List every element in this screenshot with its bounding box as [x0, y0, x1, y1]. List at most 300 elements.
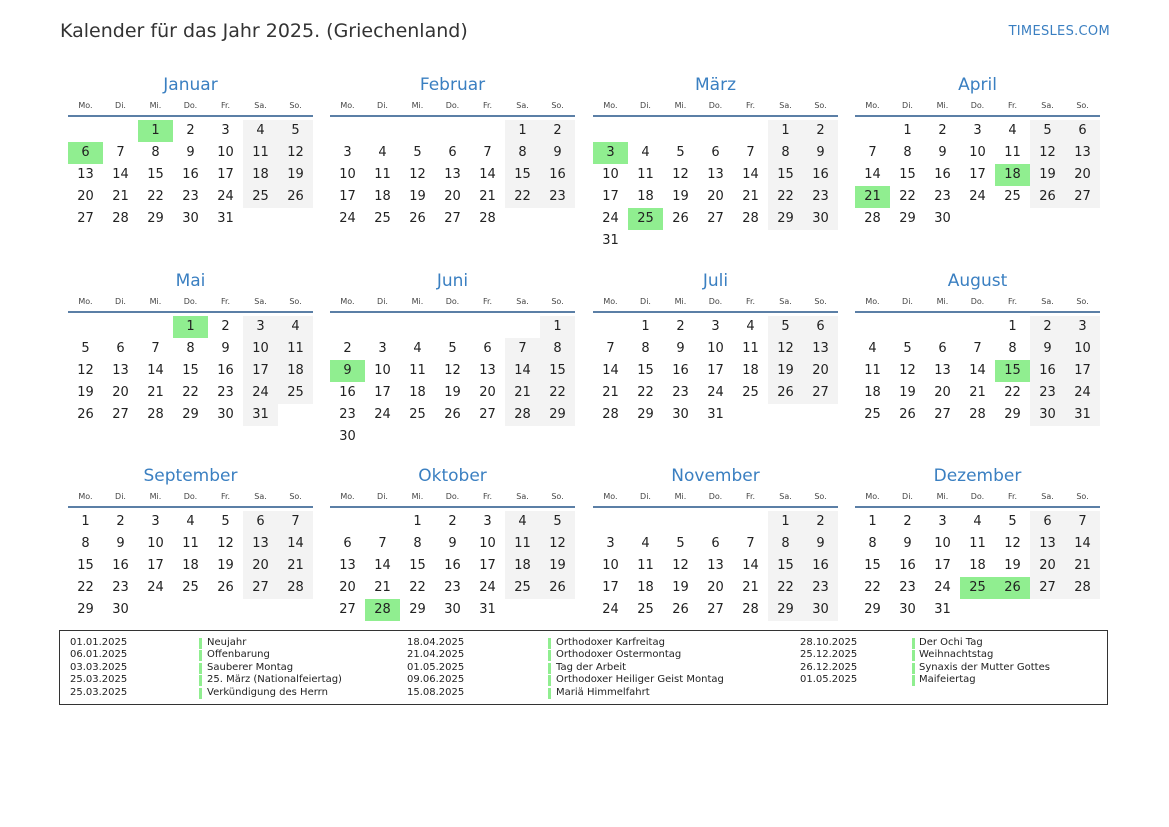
- day-cell: 27: [1065, 186, 1100, 208]
- weekday-label: Do.: [970, 492, 985, 501]
- day-cell: 26: [672, 602, 689, 617]
- site-link[interactable]: TIMESLES.COM: [1008, 24, 1110, 39]
- day-cell: 3: [483, 514, 492, 529]
- month-9: [68, 391, 313, 643]
- weekday-label: Mo.: [78, 297, 93, 306]
- month-name: April: [958, 75, 997, 95]
- month-12: [855, 391, 1100, 643]
- day-cell: 22: [540, 382, 575, 404]
- day-cell: 1: [413, 514, 422, 529]
- weekday-label: Mi.: [936, 101, 949, 110]
- day-cell: 7: [505, 338, 540, 360]
- day-cell: 16: [217, 363, 234, 378]
- day-cell: 10: [479, 536, 496, 551]
- day-cell: 11: [969, 536, 986, 551]
- day-cell: 5: [903, 341, 912, 356]
- day-cell: 25: [505, 577, 540, 599]
- day-cell: 26: [540, 577, 575, 599]
- day-cell: 21: [742, 580, 759, 595]
- day-cell: 3: [343, 145, 352, 160]
- day-cell: 24: [1065, 382, 1100, 404]
- day-cell: 4: [243, 120, 278, 142]
- day-cell: 17: [602, 580, 619, 595]
- day-cell: 7: [378, 536, 387, 551]
- weekday-label: So.: [551, 492, 564, 501]
- legend-marker: [912, 663, 915, 674]
- day-cell: 26: [768, 382, 803, 404]
- day-cell: 8: [868, 536, 877, 551]
- day-cell: 11: [864, 363, 881, 378]
- weekday-label: Sa.: [254, 101, 267, 110]
- day-cell: 16: [540, 164, 575, 186]
- day-cell: 29: [182, 407, 199, 422]
- day-cell: 19: [409, 189, 426, 204]
- day-cell: 5: [676, 145, 685, 160]
- day-cell: 20: [1065, 164, 1100, 186]
- day-cell: 11: [742, 341, 759, 356]
- day-cell: 10: [374, 363, 391, 378]
- day-cell: 23: [540, 186, 575, 208]
- day-cell: 5: [1030, 120, 1065, 142]
- day-cell: 18: [278, 360, 313, 382]
- legend-date: 25.03.2025: [70, 674, 128, 686]
- legend-date: 01.05.2025: [800, 674, 858, 686]
- legend-date: 25.12.2025: [800, 649, 858, 661]
- month-name: Mai: [175, 271, 206, 291]
- day-cell: 5: [448, 341, 457, 356]
- day-cell: 19: [77, 385, 94, 400]
- day-cell: 3: [378, 341, 387, 356]
- day-cell: 27: [479, 407, 496, 422]
- weekday-header: [68, 489, 313, 505]
- day-cell: 17: [969, 167, 986, 182]
- day-cell: 7: [746, 145, 755, 160]
- day-cell: 5: [81, 341, 90, 356]
- day-cell: 31: [1065, 404, 1100, 426]
- day-cell: 16: [1030, 360, 1065, 382]
- weekday-label: Di.: [902, 297, 913, 306]
- day-cell: 15: [147, 167, 164, 182]
- weekday-label: Fr.: [220, 492, 231, 501]
- legend-name: Mariä Himmelfahrt: [556, 686, 650, 698]
- day-cell: 20: [707, 580, 724, 595]
- holiday-day-cell: 3: [593, 142, 628, 164]
- day-cell: 11: [1004, 145, 1021, 160]
- day-cell: 19: [672, 189, 689, 204]
- day-cell: 29: [768, 599, 803, 621]
- day-cell: 12: [1004, 536, 1021, 551]
- day-cell: 7: [973, 341, 982, 356]
- day-cell: 2: [803, 511, 838, 533]
- day-cell: 18: [182, 558, 199, 573]
- legend-marker: [912, 650, 915, 661]
- day-cell: 12: [278, 142, 313, 164]
- weekday-label: So.: [1076, 101, 1089, 110]
- day-cell: 6: [938, 341, 947, 356]
- day-cell: 10: [707, 341, 724, 356]
- month-name: Juni: [436, 271, 469, 291]
- day-cell: 30: [899, 602, 916, 617]
- day-cell: 10: [1065, 338, 1100, 360]
- month-divider: [68, 311, 313, 313]
- weekday-label: Fr.: [1007, 101, 1018, 110]
- day-cell: 9: [186, 145, 195, 160]
- day-cell: 16: [899, 558, 916, 573]
- day-cell: 28: [742, 602, 759, 617]
- weekday-label: Di.: [902, 492, 913, 501]
- weekday-label: Mo.: [603, 101, 618, 110]
- weekday-header: [855, 294, 1100, 310]
- month-divider: [330, 115, 575, 117]
- weekday-header: [68, 294, 313, 310]
- weekday-label: Mo.: [78, 101, 93, 110]
- day-cell: 16: [934, 167, 951, 182]
- day-grid: [330, 511, 575, 643]
- day-cell: 15: [77, 558, 94, 573]
- month-divider: [330, 506, 575, 508]
- weekday-label: Mi.: [149, 101, 162, 110]
- weekday-label: Sa.: [516, 297, 529, 306]
- month-10: [330, 391, 575, 643]
- day-cell: 19: [899, 385, 916, 400]
- day-cell: 28: [278, 577, 313, 599]
- day-cell: 6: [711, 536, 720, 551]
- day-cell: 9: [803, 533, 838, 555]
- day-cell: 26: [1030, 186, 1065, 208]
- day-cell: 11: [505, 533, 540, 555]
- day-cell: 2: [448, 514, 457, 529]
- weekday-label: Mo.: [78, 492, 93, 501]
- weekday-header: [593, 294, 838, 310]
- day-cell: 8: [505, 142, 540, 164]
- day-cell: 23: [217, 385, 234, 400]
- day-cell: 1: [641, 319, 650, 334]
- legend-date: 01.05.2025: [407, 661, 465, 673]
- day-cell: 30: [934, 211, 951, 226]
- day-cell: 6: [116, 341, 125, 356]
- day-cell: 25: [278, 382, 313, 404]
- day-cell: 10: [243, 338, 278, 360]
- day-cell: 26: [77, 407, 94, 422]
- day-cell: 9: [540, 142, 575, 164]
- month-divider: [330, 311, 575, 313]
- month-name: Januar: [163, 75, 218, 95]
- weekday-header: [593, 98, 838, 114]
- day-grid: [593, 511, 838, 643]
- day-cell: 14: [1065, 533, 1100, 555]
- legend-item: [60, 674, 1100, 686]
- weekday-label: So.: [551, 297, 564, 306]
- legend-name: Maifeiertag: [919, 674, 976, 686]
- day-cell: 22: [182, 385, 199, 400]
- day-cell: 13: [707, 558, 724, 573]
- day-cell: 31: [602, 233, 619, 248]
- day-cell: 28: [505, 404, 540, 426]
- legend-date: 15.08.2025: [407, 686, 465, 698]
- weekday-label: Mo.: [603, 297, 618, 306]
- day-cell: 1: [768, 120, 803, 142]
- legend-name: Tag der Arbeit: [556, 661, 627, 673]
- holiday-day-cell: 18: [995, 164, 1030, 186]
- day-cell: 21: [147, 385, 164, 400]
- weekday-label: Mo.: [340, 101, 355, 110]
- month-divider: [593, 311, 838, 313]
- legend-date: 03.03.2025: [70, 661, 128, 673]
- day-cell: 13: [77, 167, 94, 182]
- weekday-label: Do.: [708, 492, 723, 501]
- holiday-day-cell: 1: [173, 316, 208, 338]
- day-cell: 19: [768, 360, 803, 382]
- month-name: Dezember: [933, 466, 1022, 486]
- weekday-label: Sa.: [779, 492, 792, 501]
- day-cell: 10: [217, 145, 234, 160]
- day-cell: 25: [374, 211, 391, 226]
- day-cell: 18: [637, 189, 654, 204]
- day-cell: 6: [343, 536, 352, 551]
- weekday-label: Di.: [640, 101, 651, 110]
- day-cell: 15: [768, 164, 803, 186]
- weekday-label: Fr.: [1007, 492, 1018, 501]
- day-cell: 19: [444, 385, 461, 400]
- day-cell: 9: [803, 142, 838, 164]
- day-cell: 1: [868, 514, 877, 529]
- day-cell: 23: [112, 580, 129, 595]
- page-title: Kalender für das Jahr 2025. (Griechenland): [60, 20, 468, 42]
- day-cell: 29: [540, 404, 575, 426]
- day-cell: 12: [444, 363, 461, 378]
- day-grid: [855, 511, 1100, 643]
- day-cell: 20: [1030, 555, 1065, 577]
- legend-name: Verkündigung des Herrn: [207, 686, 328, 698]
- day-cell: 21: [969, 385, 986, 400]
- day-cell: 7: [1065, 511, 1100, 533]
- day-cell: 23: [1030, 382, 1065, 404]
- legend-item: [60, 637, 1100, 649]
- day-cell: 1: [505, 120, 540, 142]
- day-cell: 10: [602, 167, 619, 182]
- day-cell: 10: [969, 145, 986, 160]
- day-cell: 4: [278, 316, 313, 338]
- day-cell: 29: [77, 602, 94, 617]
- weekday-label: Di.: [640, 492, 651, 501]
- day-cell: 27: [243, 577, 278, 599]
- day-cell: 17: [339, 189, 356, 204]
- day-cell: 26: [672, 211, 689, 226]
- day-cell: 9: [116, 536, 125, 551]
- legend-name: Neujahr: [207, 637, 247, 648]
- day-cell: 2: [676, 319, 685, 334]
- day-cell: 26: [899, 407, 916, 422]
- weekday-label: Mi.: [674, 101, 687, 110]
- day-cell: 9: [676, 341, 685, 356]
- day-cell: 3: [221, 123, 230, 138]
- day-cell: 17: [934, 558, 951, 573]
- legend-date: 28.10.2025: [800, 637, 858, 648]
- day-cell: 24: [147, 580, 164, 595]
- day-cell: 6: [1065, 120, 1100, 142]
- legend-date: 09.06.2025: [407, 674, 465, 686]
- day-cell: 18: [969, 558, 986, 573]
- day-cell: 5: [278, 120, 313, 142]
- weekday-label: Mi.: [674, 492, 687, 501]
- day-cell: 12: [672, 167, 689, 182]
- day-cell: 26: [217, 580, 234, 595]
- legend-date: 01.01.2025: [70, 637, 128, 648]
- legend-name: 25. März (Nationalfeiertag): [207, 674, 342, 686]
- day-cell: 4: [505, 511, 540, 533]
- day-cell: 28: [864, 211, 881, 226]
- weekday-label: Sa.: [1041, 101, 1054, 110]
- holiday-legend: [59, 630, 1108, 705]
- day-cell: 7: [278, 511, 313, 533]
- day-cell: 29: [768, 208, 803, 230]
- day-cell: 17: [1065, 360, 1100, 382]
- month-name: Oktober: [418, 466, 487, 486]
- day-cell: 6: [243, 511, 278, 533]
- day-cell: 12: [899, 363, 916, 378]
- day-cell: 13: [444, 167, 461, 182]
- day-cell: 6: [803, 316, 838, 338]
- day-cell: 4: [973, 514, 982, 529]
- day-cell: 28: [969, 407, 986, 422]
- weekday-header: [593, 489, 838, 505]
- legend-marker: [912, 675, 915, 686]
- day-cell: 27: [444, 211, 461, 226]
- day-cell: 9: [448, 536, 457, 551]
- day-cell: 18: [243, 164, 278, 186]
- day-cell: 30: [1030, 404, 1065, 426]
- day-cell: 8: [151, 145, 160, 160]
- day-cell: 5: [768, 316, 803, 338]
- day-cell: 2: [116, 514, 125, 529]
- day-cell: 3: [606, 536, 615, 551]
- weekday-label: So.: [289, 101, 302, 110]
- day-cell: 31: [479, 602, 496, 617]
- day-cell: 8: [81, 536, 90, 551]
- day-cell: 8: [903, 145, 912, 160]
- day-cell: 15: [409, 558, 426, 573]
- day-cell: 8: [768, 533, 803, 555]
- legend-item: [60, 687, 1100, 699]
- month-name: März: [695, 75, 736, 95]
- weekday-label: Do.: [708, 101, 723, 110]
- day-cell: 18: [505, 555, 540, 577]
- day-cell: 4: [413, 341, 422, 356]
- day-cell: 1: [768, 511, 803, 533]
- month-divider: [593, 115, 838, 117]
- day-grid: [68, 511, 313, 643]
- day-cell: 8: [186, 341, 195, 356]
- weekday-header: [68, 98, 313, 114]
- day-cell: 20: [243, 555, 278, 577]
- day-cell: 22: [899, 189, 916, 204]
- day-cell: 1: [1008, 319, 1017, 334]
- day-cell: 15: [899, 167, 916, 182]
- day-cell: 10: [147, 536, 164, 551]
- weekday-label: Fr.: [1007, 297, 1018, 306]
- day-cell: 24: [374, 407, 391, 422]
- day-cell: 21: [374, 580, 391, 595]
- day-cell: 31: [934, 602, 951, 617]
- weekday-label: Fr.: [220, 297, 231, 306]
- day-cell: 29: [637, 407, 654, 422]
- day-cell: 14: [374, 558, 391, 573]
- day-cell: 22: [637, 385, 654, 400]
- day-cell: 27: [1030, 577, 1065, 599]
- day-cell: 13: [1065, 142, 1100, 164]
- day-cell: 13: [707, 167, 724, 182]
- month-divider: [68, 115, 313, 117]
- day-cell: 30: [444, 602, 461, 617]
- holiday-day-cell: 21: [855, 186, 890, 208]
- day-cell: 27: [707, 211, 724, 226]
- day-cell: 12: [217, 536, 234, 551]
- day-cell: 22: [768, 186, 803, 208]
- day-cell: 7: [746, 536, 755, 551]
- day-cell: 28: [479, 211, 496, 226]
- day-cell: 12: [1030, 142, 1065, 164]
- weekday-label: So.: [289, 492, 302, 501]
- weekday-label: Di.: [115, 101, 126, 110]
- day-cell: 8: [1008, 341, 1017, 356]
- month-divider: [593, 506, 838, 508]
- weekday-label: Fr.: [220, 101, 231, 110]
- day-cell: 23: [899, 580, 916, 595]
- day-cell: 11: [243, 142, 278, 164]
- day-cell: 19: [672, 580, 689, 595]
- weekday-label: Mi.: [936, 492, 949, 501]
- weekday-label: Do.: [183, 492, 198, 501]
- day-cell: 7: [868, 145, 877, 160]
- legend-name: Der Ochi Tag: [919, 637, 983, 648]
- day-cell: 4: [378, 145, 387, 160]
- day-cell: 2: [938, 123, 947, 138]
- legend-item: [60, 649, 1100, 661]
- day-cell: 24: [339, 211, 356, 226]
- day-cell: 5: [413, 145, 422, 160]
- day-cell: 22: [77, 580, 94, 595]
- day-cell: 3: [1065, 316, 1100, 338]
- day-cell: 3: [151, 514, 160, 529]
- day-cell: 29: [147, 211, 164, 226]
- day-cell: 11: [637, 558, 654, 573]
- day-cell: 23: [182, 189, 199, 204]
- day-cell: 16: [803, 164, 838, 186]
- day-cell: 14: [147, 363, 164, 378]
- day-cell: 21: [742, 189, 759, 204]
- weekday-header: [855, 98, 1100, 114]
- day-cell: 20: [934, 385, 951, 400]
- weekday-label: Do.: [970, 101, 985, 110]
- day-cell: 30: [112, 602, 129, 617]
- legend-name: Synaxis der Mutter Gottes: [919, 661, 1050, 673]
- day-cell: 14: [278, 533, 313, 555]
- day-cell: 10: [934, 536, 951, 551]
- day-cell: 5: [1008, 514, 1017, 529]
- day-cell: 19: [217, 558, 234, 573]
- month-name: September: [143, 466, 238, 486]
- weekday-label: So.: [1076, 297, 1089, 306]
- day-cell: 5: [540, 511, 575, 533]
- weekday-label: Mi.: [411, 297, 424, 306]
- day-cell: 24: [243, 382, 278, 404]
- day-cell: 13: [803, 338, 838, 360]
- day-cell: 19: [540, 555, 575, 577]
- day-cell: 19: [1030, 164, 1065, 186]
- legend-date: 18.04.2025: [407, 637, 465, 648]
- day-cell: 25: [637, 602, 654, 617]
- day-cell: 23: [803, 577, 838, 599]
